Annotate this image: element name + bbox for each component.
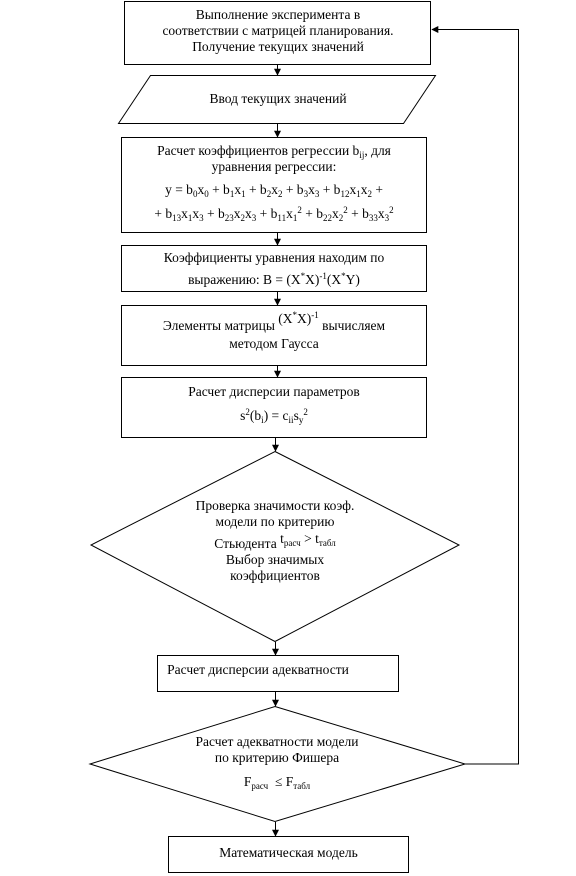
step3-text	[123, 143, 425, 175]
step4-line2-prefix: выражению: B = (X	[188, 272, 301, 287]
step3-line1-prefix: Расчет коэффициентов регрессии b	[157, 143, 360, 158]
step4-text: Коэффициенты уравнения находим по выражению: $B = (X^*X)^{-1}(X^*Y)$	[123, 250, 425, 290]
step5-line2: методом Гаусса	[229, 336, 319, 351]
step1-line: Получение текущих значений	[192, 39, 364, 54]
decision1-line3: Стьюдента	[214, 536, 277, 551]
f-table-subscript: табл	[293, 781, 311, 791]
variance-formula: $s^2(b_i) = c_{ii}s_y^2$	[240, 407, 308, 425]
decision1-line4: Выбор значимых	[225, 552, 325, 567]
f-calc-subscript: расч	[251, 781, 269, 791]
feedback-loop-arrow	[432, 30, 519, 765]
t-table-subscript: табл	[318, 538, 336, 548]
step4-line2-suffix: Y)	[345, 272, 360, 287]
decision1-line1: Проверка значимости коэф.	[195, 498, 355, 513]
decision1-line2: модели по критерию	[215, 514, 335, 529]
decision1-text	[160, 498, 390, 584]
regression-equation-line2: + $b_{13}x_1x_3 + b_{23}x_2x_3 + b_{11}x_1^2 + b_{22}x_2^2 + b_{33}x_3^2$	[154, 205, 394, 223]
step5-line1-prefix: Элементы матрицы	[162, 318, 275, 333]
step8-text: Математическая модель	[219, 845, 358, 860]
student-inequality: $t_{расч} > t_{табл}$	[280, 531, 336, 548]
step1-text	[126, 7, 430, 55]
matrix-expression: $(X^*X)^{-1}$	[278, 310, 319, 326]
decision2-line2: по критерию Фишера	[214, 750, 340, 765]
step3-line1-sub: ij	[359, 150, 365, 160]
step5-text	[123, 310, 425, 352]
step6-line1: Расчет дисперсии параметров	[188, 384, 360, 399]
step2-text: Ввод текущих значений	[209, 91, 347, 106]
step3-line2: уравнения регрессии:	[211, 159, 337, 174]
step4-line1: Коэффициенты уравнения находим по	[163, 250, 385, 265]
step7-text: Расчет дисперсии адекватности	[167, 662, 349, 677]
t-calc-subscript: расч	[283, 538, 301, 548]
regression-equation-line1: $y = b_0x_0 + b_1x_1 + b_2x_2 + b_3x_3 + b_{12}x_1x_2$ +	[165, 182, 383, 199]
step3-line1-suffix: , для	[364, 143, 391, 158]
step5-line1-suffix: вычисляем	[322, 318, 386, 333]
decision2-line1: Расчет адекватности модели	[195, 734, 359, 749]
fisher-inequality: $F_{расч} \le F_{табл}$	[243, 774, 311, 791]
step6-text	[123, 384, 425, 424]
step1-line: Выполнение эксперимента в	[195, 7, 361, 22]
decision1-line5: коэффициентов	[230, 568, 320, 583]
decision2-text	[160, 734, 394, 790]
step1-line: соответствии с матрицей планирования.	[162, 23, 394, 38]
